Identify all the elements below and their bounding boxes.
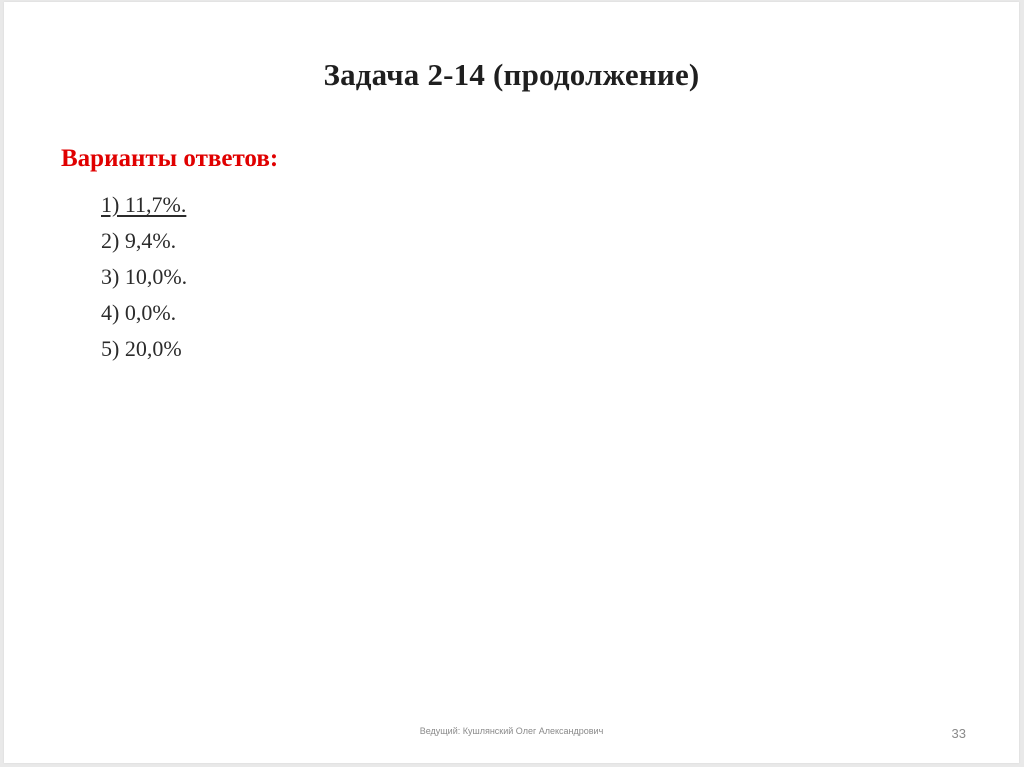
- answer-option-2: 2) 9,4%.: [101, 228, 177, 253]
- page-number: 33: [951, 726, 966, 741]
- slide: [4, 2, 1019, 763]
- footer-presenter: Ведущий: Кушлянский Олег Александрович: [419, 726, 604, 736]
- slide-title: Задача 2-14 (продолжение): [323, 57, 700, 92]
- answer-option-4: 4) 0,0%.: [101, 300, 177, 325]
- answers-heading: Варианты ответов:: [61, 145, 279, 172]
- answer-option-5: 5) 20,0%: [101, 336, 182, 361]
- answer-option-1: 1) 11,7%.: [101, 192, 187, 217]
- answer-option-3: 3) 10,0%.: [101, 264, 188, 289]
- answer-options-list: [101, 188, 187, 368]
